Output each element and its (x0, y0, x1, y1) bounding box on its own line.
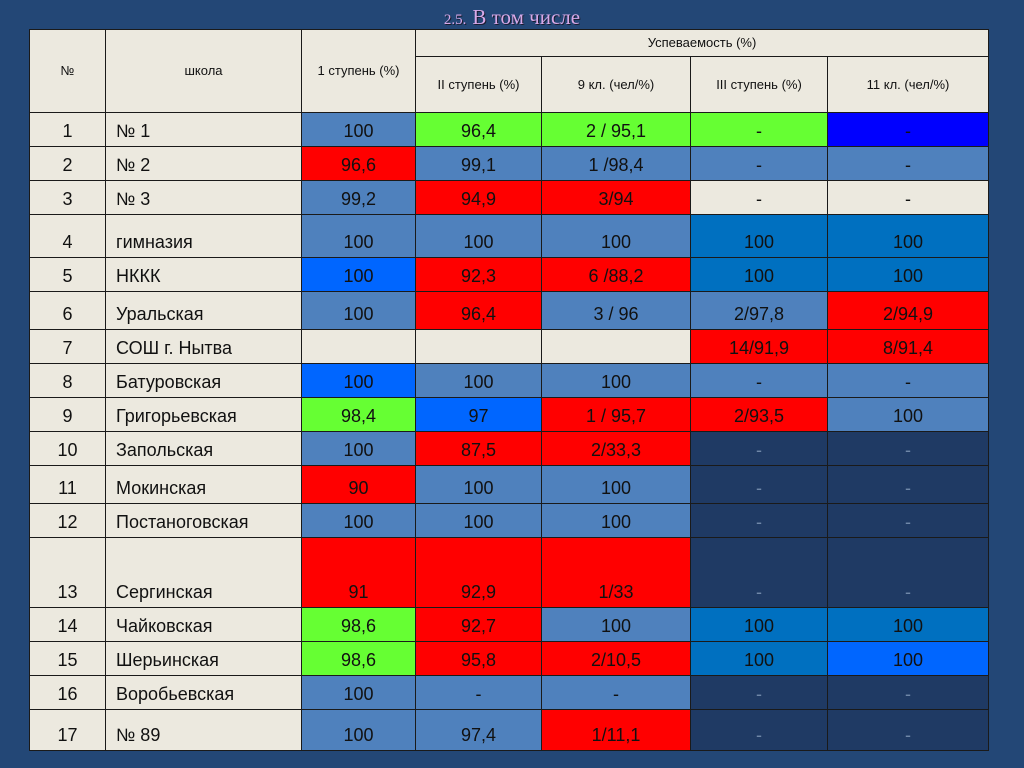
table-row (30, 181, 989, 215)
table-row (30, 292, 989, 330)
value-cell: - (828, 538, 989, 608)
value-cell: - (828, 466, 989, 504)
value-cell: 100 (542, 364, 691, 398)
value-cell: - (416, 676, 542, 710)
school-name: НККК (106, 258, 302, 292)
value-cell: 100 (302, 432, 416, 466)
school-name: № 3 (106, 181, 302, 215)
value-cell: 99,1 (416, 147, 542, 181)
value-cell: 2/93,5 (691, 398, 828, 432)
table-row (30, 466, 989, 504)
value-cell: 2/33,3 (542, 432, 691, 466)
value-cell: 3/94 (542, 181, 691, 215)
value-cell: 97 (416, 398, 542, 432)
row-number: 14 (30, 608, 106, 642)
row-number: 2 (30, 147, 106, 181)
value-cell: 98,4 (302, 398, 416, 432)
col-header-step2: II ступень (%) (416, 57, 542, 113)
table-row (30, 432, 989, 466)
row-number: 17 (30, 710, 106, 751)
value-cell: 3 / 96 (542, 292, 691, 330)
school-name: № 2 (106, 147, 302, 181)
value-cell: - (691, 147, 828, 181)
value-cell: - (691, 364, 828, 398)
value-cell: 100 (302, 710, 416, 751)
value-cell: 100 (691, 608, 828, 642)
table-row (30, 676, 989, 710)
value-cell: 92,3 (416, 258, 542, 292)
value-cell: 100 (828, 642, 989, 676)
value-cell: 100 (691, 215, 828, 258)
value-cell: - (691, 676, 828, 710)
value-cell: 1 /98,4 (542, 147, 691, 181)
table-row (30, 113, 989, 147)
value-cell: 14/91,9 (691, 330, 828, 364)
value-cell: 96,4 (416, 113, 542, 147)
school-name: Шерьинская (106, 642, 302, 676)
col-header-school: школа (106, 30, 302, 113)
col-header-step1: 1 ступень (%) (302, 30, 416, 113)
row-number: 9 (30, 398, 106, 432)
value-cell: - (691, 181, 828, 215)
row-number: 10 (30, 432, 106, 466)
school-name: Мокинская (106, 466, 302, 504)
col-header-grade11: 11 кл. (чел/%) (828, 57, 989, 113)
value-cell: - (828, 710, 989, 751)
value-cell: 100 (416, 504, 542, 538)
value-cell (542, 330, 691, 364)
value-cell: - (691, 113, 828, 147)
value-cell: 100 (302, 364, 416, 398)
row-number: 5 (30, 258, 106, 292)
school-name: гимназия (106, 215, 302, 258)
value-cell: 95,8 (416, 642, 542, 676)
row-number: 16 (30, 676, 106, 710)
value-cell: 100 (302, 258, 416, 292)
value-cell: 1/11,1 (542, 710, 691, 751)
row-number: 13 (30, 538, 106, 608)
value-cell: - (828, 181, 989, 215)
table-row (30, 642, 989, 676)
row-number: 8 (30, 364, 106, 398)
value-cell: 100 (302, 215, 416, 258)
value-cell: 1 / 95,7 (542, 398, 691, 432)
row-number: 3 (30, 181, 106, 215)
value-cell: - (828, 364, 989, 398)
value-cell (302, 330, 416, 364)
school-name: СОШ г. Нытва (106, 330, 302, 364)
value-cell: 98,6 (302, 642, 416, 676)
col-header-no: № (30, 30, 106, 113)
row-number: 15 (30, 642, 106, 676)
header-row-1 (30, 30, 989, 57)
value-cell: 91 (302, 538, 416, 608)
value-cell: 2/94,9 (828, 292, 989, 330)
value-cell: - (542, 676, 691, 710)
school-name: Запольская (106, 432, 302, 466)
value-cell: 100 (302, 504, 416, 538)
school-name: Уральская (106, 292, 302, 330)
value-cell: 96,6 (302, 147, 416, 181)
school-name: № 89 (106, 710, 302, 751)
row-number: 12 (30, 504, 106, 538)
value-cell: - (691, 538, 828, 608)
value-cell: 100 (828, 608, 989, 642)
value-cell (416, 330, 542, 364)
row-number: 6 (30, 292, 106, 330)
value-cell: - (691, 432, 828, 466)
school-name: Сергинская (106, 538, 302, 608)
row-number: 4 (30, 215, 106, 258)
value-cell: 87,5 (416, 432, 542, 466)
value-cell: 100 (416, 215, 542, 258)
value-cell: 94,9 (416, 181, 542, 215)
table-row (30, 398, 989, 432)
table-row (30, 504, 989, 538)
col-header-step3: III ступень (%) (691, 57, 828, 113)
value-cell: 100 (828, 215, 989, 258)
table-row (30, 258, 989, 292)
school-name: Воробьевская (106, 676, 302, 710)
school-name: № 1 (106, 113, 302, 147)
value-cell: 100 (302, 292, 416, 330)
school-name: Чайковская (106, 608, 302, 642)
col-header-group: Успеваемость (%) (416, 30, 989, 57)
value-cell: 100 (691, 258, 828, 292)
table-row (30, 710, 989, 751)
value-cell: - (828, 147, 989, 181)
value-cell: 6 /88,2 (542, 258, 691, 292)
title-text: В том числе (472, 5, 581, 29)
value-cell: - (828, 432, 989, 466)
row-number: 1 (30, 113, 106, 147)
value-cell: 100 (416, 466, 542, 504)
value-cell: 1/33 (542, 538, 691, 608)
value-cell: 98,6 (302, 608, 416, 642)
value-cell: 99,2 (302, 181, 416, 215)
table-row (30, 364, 989, 398)
value-cell: 100 (542, 215, 691, 258)
value-cell: 2/97,8 (691, 292, 828, 330)
value-cell: 92,9 (416, 538, 542, 608)
value-cell: - (828, 676, 989, 710)
school-name: Батуровская (106, 364, 302, 398)
value-cell: 96,4 (416, 292, 542, 330)
value-cell: 8/91,4 (828, 330, 989, 364)
value-cell: 100 (542, 608, 691, 642)
value-cell: 100 (302, 113, 416, 147)
table-row (30, 608, 989, 642)
school-name: Постаноговская (106, 504, 302, 538)
value-cell: 90 (302, 466, 416, 504)
value-cell: 2/10,5 (542, 642, 691, 676)
value-cell: 100 (828, 258, 989, 292)
value-cell: 97,4 (416, 710, 542, 751)
value-cell: 100 (542, 504, 691, 538)
table-row (30, 330, 989, 364)
value-cell: - (691, 466, 828, 504)
title-number: 2.5. (443, 12, 467, 28)
row-number: 11 (30, 466, 106, 504)
value-cell: 100 (828, 398, 989, 432)
value-cell: - (828, 113, 989, 147)
value-cell: - (828, 504, 989, 538)
value-cell: 100 (416, 364, 542, 398)
slide-title (0, 4, 1024, 30)
value-cell: 92,7 (416, 608, 542, 642)
results-table (29, 29, 989, 751)
school-name: Григорьевская (106, 398, 302, 432)
value-cell: - (691, 710, 828, 751)
table-row (30, 538, 989, 608)
value-cell: 100 (691, 642, 828, 676)
value-cell: - (691, 504, 828, 538)
value-cell: 100 (542, 466, 691, 504)
row-number: 7 (30, 330, 106, 364)
value-cell: 100 (302, 676, 416, 710)
col-header-grade9: 9 кл. (чел/%) (542, 57, 691, 113)
table-row (30, 215, 989, 258)
value-cell: 2 / 95,1 (542, 113, 691, 147)
table-row (30, 147, 989, 181)
